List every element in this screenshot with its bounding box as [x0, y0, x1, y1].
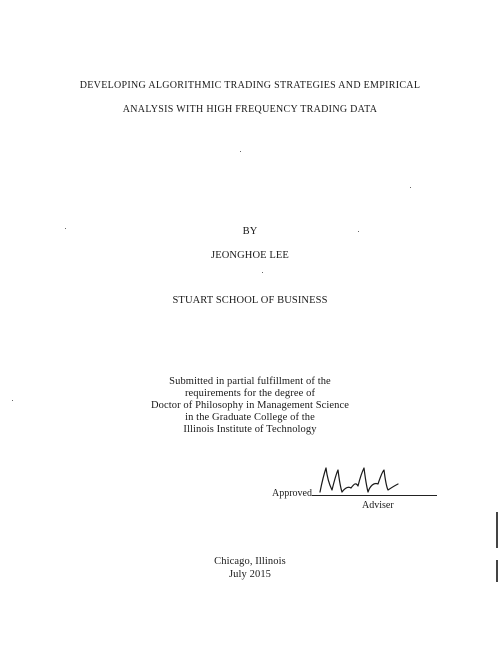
submission-line-1: Submitted in partial fulfillment of the	[169, 376, 331, 387]
scan-speck	[240, 151, 241, 152]
scan-speck	[65, 228, 66, 229]
scan-speck	[410, 187, 411, 188]
approval-block	[272, 482, 442, 522]
signature-line	[312, 495, 437, 496]
adviser-signature	[314, 462, 404, 502]
scan-speck	[358, 231, 359, 232]
submission-line-3: Doctor of Philosophy in Management Science	[150, 400, 350, 411]
approved-label: Approved	[272, 488, 312, 499]
scan-speck	[262, 272, 263, 273]
place-text: Chicago, Illinois	[214, 556, 286, 567]
submission-line-4: in the Graduate College of the	[185, 412, 315, 423]
scan-edge-mark	[496, 512, 498, 548]
submission-line-5: Illinois Institute of Technology	[183, 424, 317, 435]
date-text: July 2015	[228, 569, 272, 580]
submission-line-2: requirements for the degree of	[184, 388, 316, 399]
by-label: BY	[242, 226, 258, 237]
school-name: STUART SCHOOL OF BUSINESS	[172, 295, 328, 306]
thesis-title-line-2: ANALYSIS WITH HIGH FREQUENCY TRADING DATA	[122, 104, 378, 115]
scan-speck	[12, 400, 13, 401]
adviser-label: Adviser	[362, 500, 394, 511]
author-name: JEONGHOE LEE	[211, 250, 289, 261]
thesis-title-line-1: DEVELOPING ALGORITHMIC TRADING STRATEGIES AND EMPIRICAL	[79, 80, 421, 91]
scan-edge-mark	[496, 560, 498, 582]
